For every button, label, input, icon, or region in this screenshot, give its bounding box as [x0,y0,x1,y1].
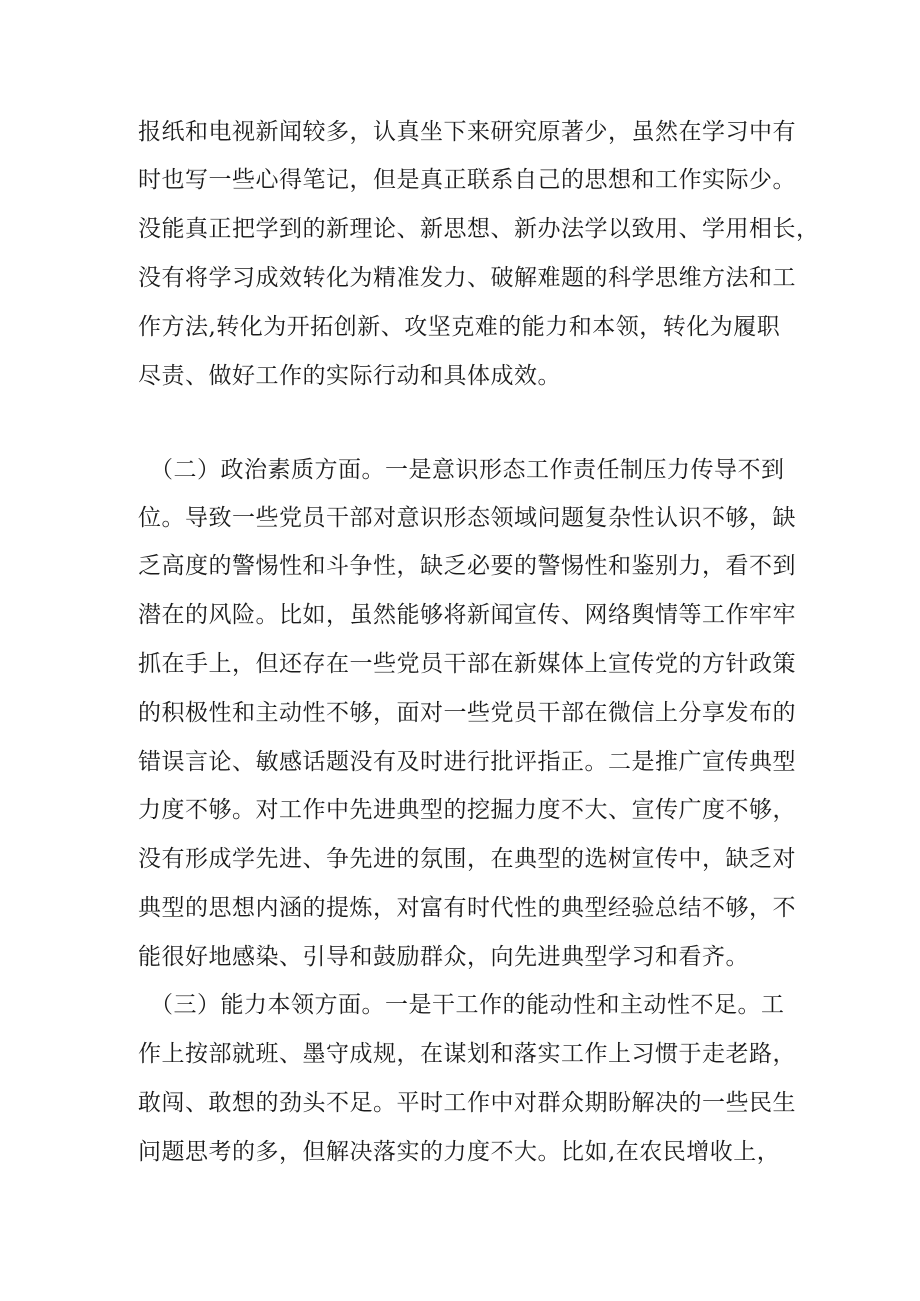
paragraph-1-line-3: 没能真正把学到的新理论、新思想、新办法学以致用、学用相长， [138,216,820,242]
paragraph-2-line-2: 位。导致一些党员干部对意识形态领域问题复杂性认识不够，缺 [138,505,796,531]
paragraph-2-line-5: 抓在手上，但还存在一些党员干部在新媒体上宣传党的方针政策 [138,651,796,677]
paragraph-2-line-10: 典型的思想内涵的提炼，对富有时代性的典型经验总结不够，不 [138,895,796,921]
paragraph-2-line-1: （二）政治素质方面。一是意识形态工作责任制压力传导不到 [150,457,785,483]
paragraph-2-line-6: 的积极性和主动性不够，面对一些党员干部在微信上分享发布的 [138,700,796,726]
paragraph-3-line-1: （三）能力本领方面。一是干工作的能动性和主动性不足。工 [150,992,785,1018]
paragraph-3-line-4: 问题思考的多，但解决落实的力度不大。比如,在农民增收上， [138,1139,781,1165]
paragraph-2-line-9: 没有形成学先进、争先进的氛围，在典型的选树宣传中，缺乏对 [138,846,796,872]
paragraph-2-line-11: 能很好地感染、引导和鼓励群众，向先进典型学习和看齐。 [138,944,749,970]
paragraph-2-line-7: 错误言论、敏感话题没有及时进行批评指正。二是推广宣传典型 [138,749,796,775]
paragraph-2-line-4: 潜在的风险。比如，虽然能够将新闻宣传、网络舆情等工作牢牢 [138,602,796,628]
paragraph-1-line-5: 作方法,转化为开拓创新、攻坚克难的能力和本领，转化为履职 [138,314,781,340]
paragraph-3-line-3: 敢闯、敢想的劲头不足。平时工作中对群众期盼解决的一些民生 [138,1090,796,1116]
paragraph-1-line-1: 报纸和电视新闻较多，认真坐下来研究原著少，虽然在学习中有 [138,119,796,145]
paragraph-2-line-3: 乏高度的警惕性和斗争性，缺乏必要的警惕性和鉴别力，看不到 [138,553,796,579]
paragraph-1-line-4: 没有将学习成效转化为精准发力、破解难题的科学思维方法和工 [138,265,796,291]
paragraph-1-line-2: 时也写一些心得笔记，但是真正联系自己的思想和工作实际少。 [138,167,796,193]
paragraph-1-line-6: 尽责、做好工作的实际行动和具体成效。 [138,363,561,389]
paragraph-3-line-2: 作上按部就班、墨守成规，在谋划和落实工作上习惯于走老路， [138,1041,796,1067]
paragraph-2-line-8: 力度不够。对工作中先进典型的挖掘力度不大、宣传广度不够， [138,797,796,823]
